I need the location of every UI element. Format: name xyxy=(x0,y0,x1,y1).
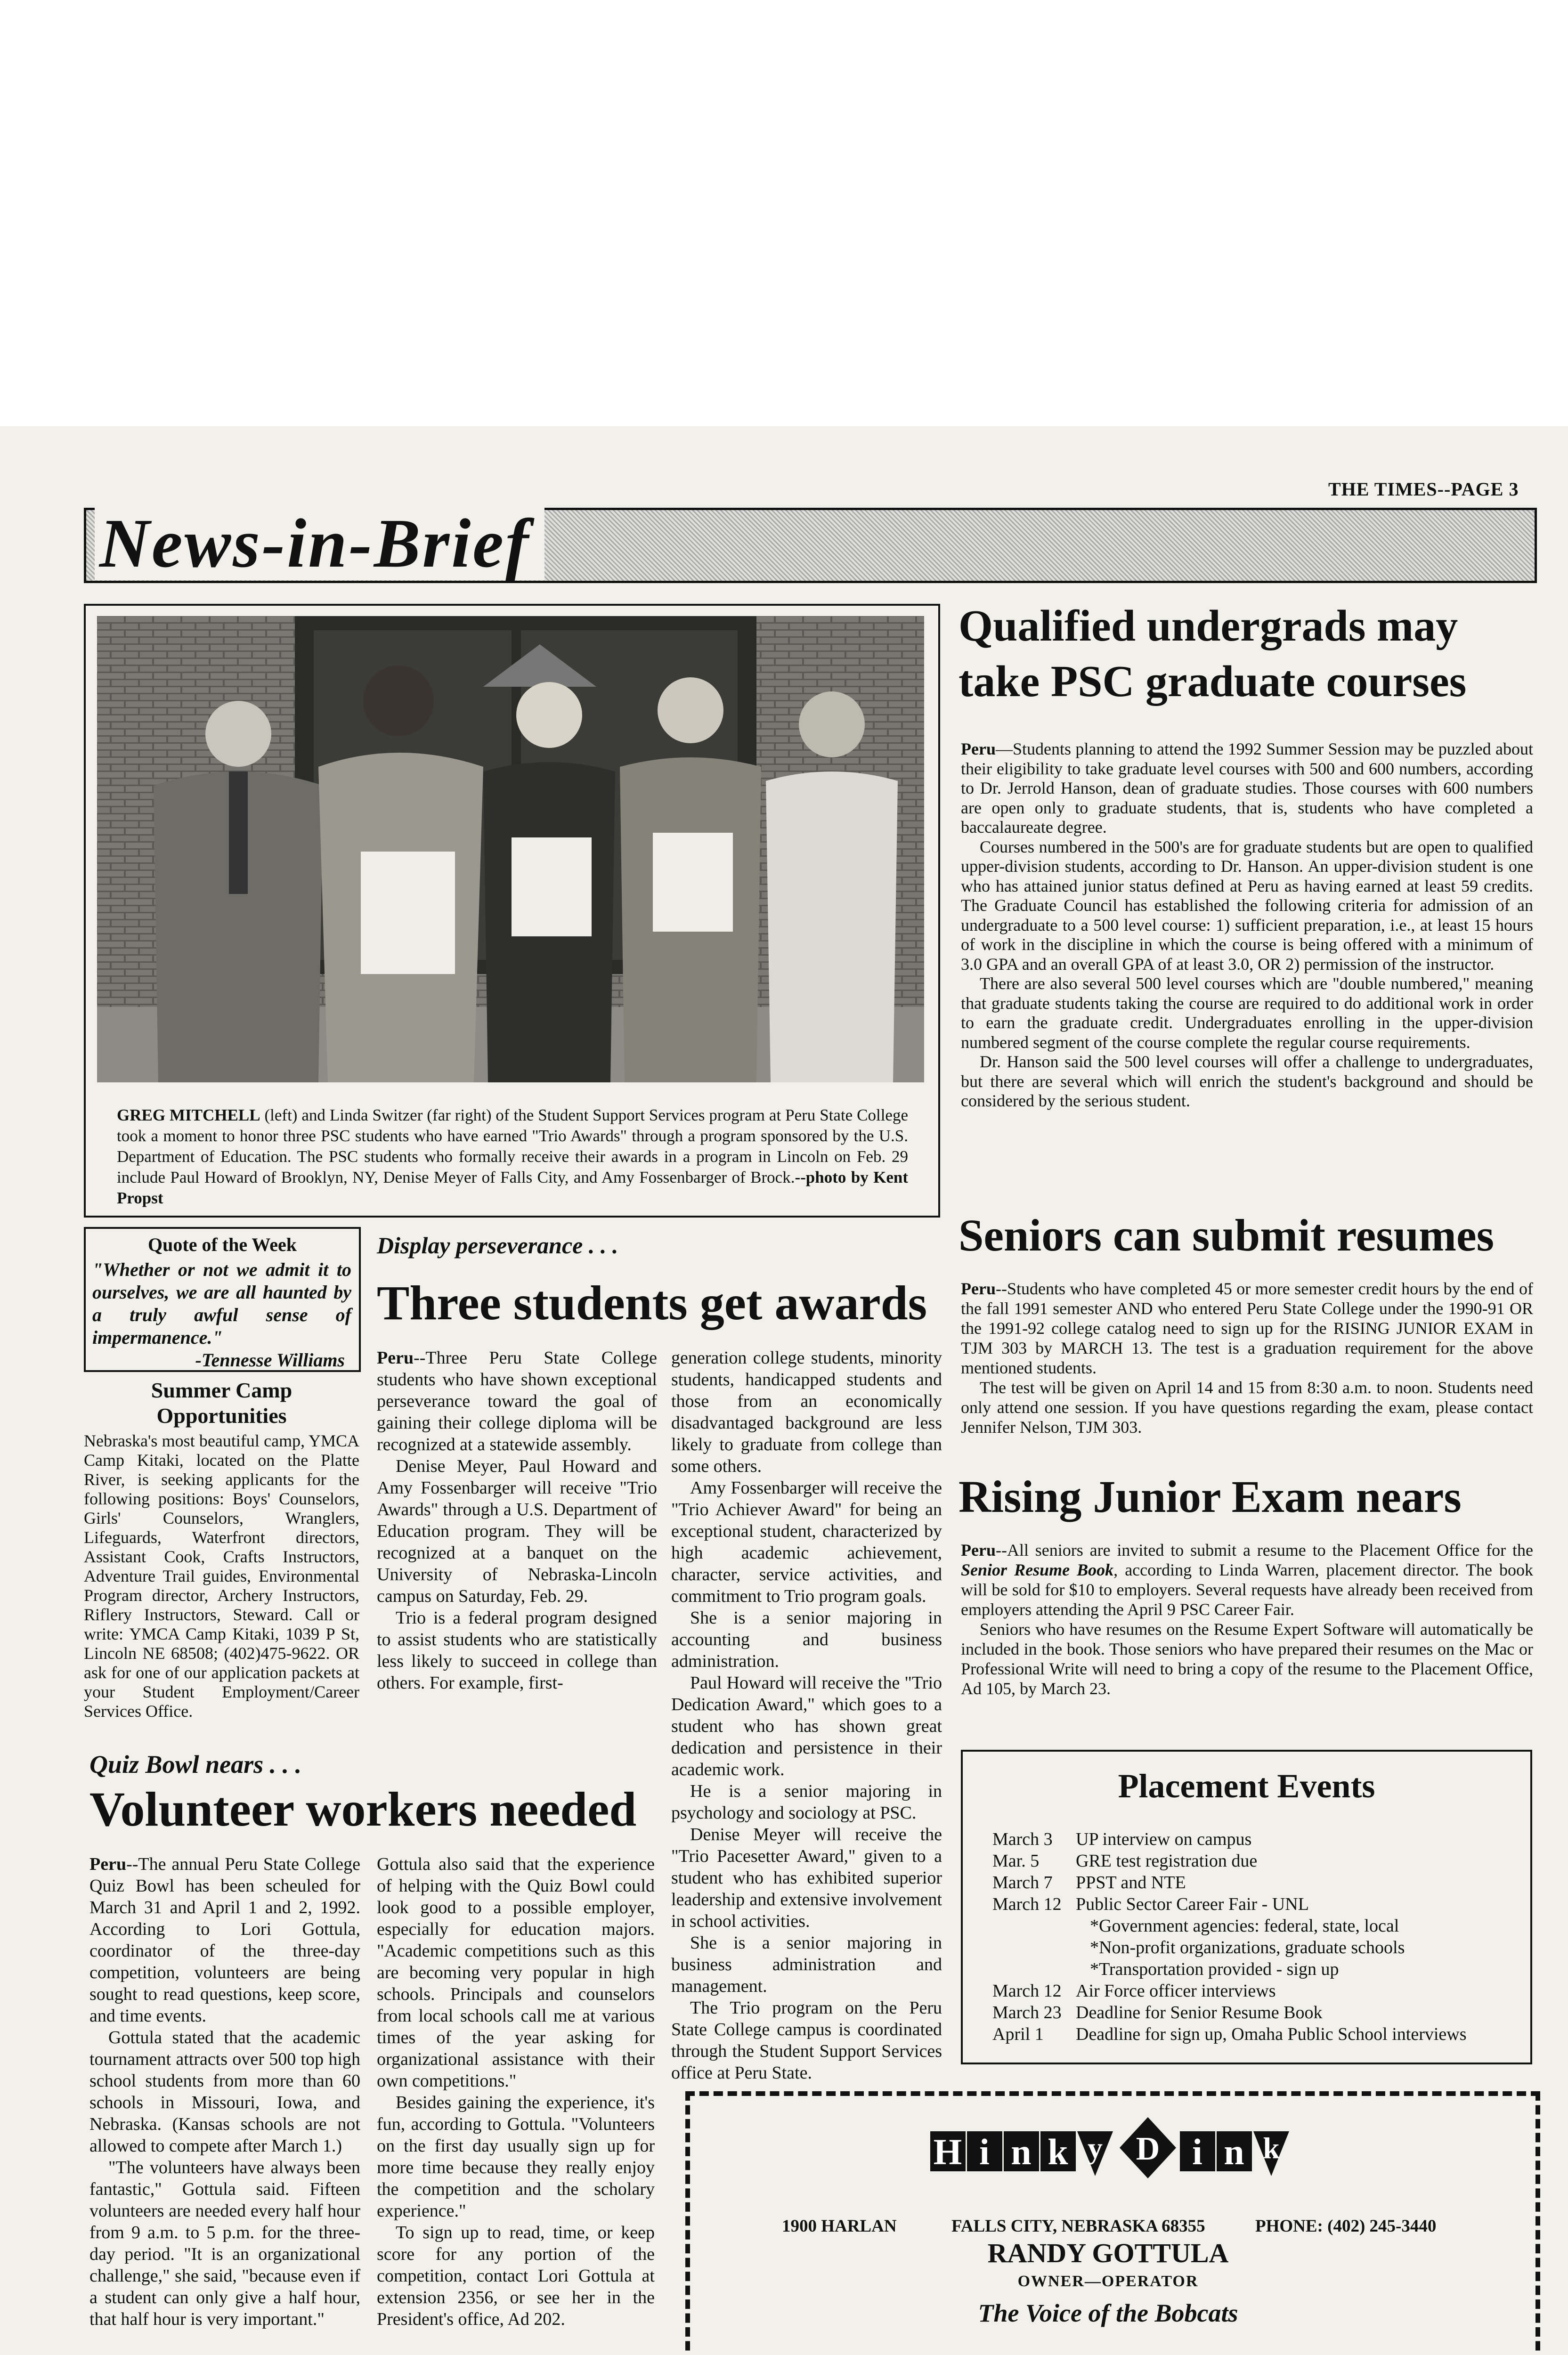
quizbowl-paragraph: Peru--The annual Peru State College Quiz Bowl has been scheuled for March 31 and April 1 and 2, 1992. According to Lori Gottula, coordinator of the three-day competition, volunteers are being sought to read questions, keep score, and time events. xyxy=(89,1854,360,2026)
event-name: *Government agencies: federal, state, local xyxy=(1090,1916,1399,1936)
quote-author: -Tennesse Williams xyxy=(195,1349,345,1371)
awards-paragraph: She is a senior majoring in accounting and business administration. xyxy=(671,1608,942,1671)
quote-title: Quote of the Week xyxy=(148,1234,297,1255)
quizbowl-column-1 xyxy=(89,1853,360,2330)
hinky-dinky-ad xyxy=(685,2091,1540,2355)
resumes-article-body xyxy=(961,1279,1533,1437)
awards-paragraph: Denise Meyer, Paul Howard and Amy Fossenbarger will receive "Trio Awards" through a U.S. Department of Education program. They will be recognized at a banquet on the University of Nebraska-Lincoln campus on Saturday, Feb. 29. xyxy=(377,1456,657,1606)
summer-camp-article xyxy=(84,1378,359,1721)
page-label: THE TIMES--PAGE 3 xyxy=(1328,479,1519,500)
logo-letter: n xyxy=(1011,2131,1032,2172)
awards-headline: Three students get awards xyxy=(377,1276,927,1330)
hinky-dinky-logo xyxy=(930,2115,1298,2185)
junior-exam-headline: Rising Junior Exam nears xyxy=(959,1471,1462,1522)
summer-camp-body: Nebraska's most beautiful camp, YMCA Camp Kitaki, located on the Platte River, is seeking applicants for the following positions: Boys' Counselors, Girls' Counselors, Wranglers, Lifeguards, Waterfront directors, Assistant Cook, Crafts Instructors, Adventure Trail guides, Environmental Program director, Archery Instructors, Riflery Instructors, Steward. Call or write: YMCA Camp Kitaki, 1039 P St, Lincoln NE 68508; (402)475-9622. OR ask for one of our application packets at your Student Employment/Career Services Office. xyxy=(84,1431,359,1721)
event-date: Mar. 5 xyxy=(992,1851,1040,1871)
grad-headline: Qualified undergrads may take PSC graduate courses xyxy=(959,601,1467,706)
grad-article-body xyxy=(961,739,1533,1111)
awards-paragraph: generation college students, minority students, handicapped students and those from an economically disadvantaged background are less likely to graduate from college than some others. xyxy=(671,1348,942,1476)
awards-column-2 xyxy=(671,1347,942,2084)
event-date: March 7 xyxy=(992,1873,1053,1892)
photo-credit: --photo by Kent Propst xyxy=(117,1168,908,1207)
awards-paragraph: Peru--Three Peru State College students who have shown exceptional perseverance toward the goal of gaining their college diploma will be recognized at a statewide assembly. xyxy=(377,1348,657,1454)
awards-paragraph: Trio is a federal program designed to assist students who are statistically less likely to succeed in college than others. For example, first- xyxy=(377,1608,657,1693)
caption-body: (left) and Linda Switzer (far right) of the Student Support Services program at Peru State College took a moment to honor three PSC students who have earned "Trio Awards" through a program sponsored by the U.S. Department of Education. The PSC students who formally receive their awards in a program in Lincoln on Feb. 29 include Paul Howard of Brooklyn, NY, Denise Meyer of Falls City, and Amy Fossenbarger of Brock. xyxy=(117,1106,909,1186)
section-banner xyxy=(84,505,1537,583)
ad-slogan: The Voice of the Bobcats xyxy=(978,2299,1238,2327)
logo-letter: i xyxy=(1192,2131,1202,2172)
quizbowl-headline: Volunteer workers needed xyxy=(89,1782,637,1836)
event-name: *Transportation provided - sign up xyxy=(1090,1959,1339,1979)
grad-paragraph: Dr. Hanson said the 500 level courses will offer a challenge to undergraduates, but there are several which will enrich the student's background and should be considered by the serious student. xyxy=(961,1052,1533,1110)
photo-caption xyxy=(117,1105,908,1209)
event-date: March 23 xyxy=(992,2003,1062,2022)
quote-box xyxy=(84,1227,361,1372)
grad-paragraph: There are also several 500 level courses which are "double numbered," meaning that graduate students taking the course are required to do additional work in order to earn the graduate credit. Undergraduates enrolling in the upper-division numbered segment of the course complete the regular course requirements. xyxy=(961,974,1533,1052)
ad-city: FALLS CITY, NEBRASKA 68355 xyxy=(951,2217,1205,2236)
event-name: PPST and NTE xyxy=(1076,1873,1186,1892)
event-date: March 12 xyxy=(992,1894,1062,1914)
event-name: Deadline for sign up, Omaha Public School interviews xyxy=(1076,2024,1467,2044)
event-name: Public Sector Career Fair - UNL xyxy=(1076,1894,1309,1914)
quizbowl-kicker: Quiz Bowl nears . . . xyxy=(89,1750,302,1778)
event-name: Deadline for Senior Resume Book xyxy=(1076,2003,1323,2022)
quizbowl-paragraph: "The volunteers have always been fantastic," Gottula said. Fifteen volunteers are needed every half hour from 9 a.m. to 5 p.m. for the three-day period. "It is an organizational challenge," she said, "because even if a student can only give a half hour, that half hour is very important." xyxy=(89,2158,360,2329)
quote-text: "Whether or not we admit it to ourselves, we are all haunted by a truly awful sense of impermanence." xyxy=(92,1259,351,1348)
event-name: Air Force officer interviews xyxy=(1076,1981,1276,2001)
quizbowl-paragraph: Besides gaining the experience, it's fun, according to Gottula. "Volunteers on the first day usually sign up for more time because they really enjoy the competition and the scholary experience." xyxy=(377,2093,655,2221)
logo-letter: k xyxy=(1263,2131,1280,2165)
junior-exam-article-body xyxy=(961,1540,1533,1698)
quizbowl-paragraph: To sign up to read, time, or keep score for any portion of the competition, contact Lori Gottula at extension 2356, or see her in the President's office, Ad 202. xyxy=(377,2223,655,2329)
grad-paragraph: Peru—Students planning to attend the 1992 Summer Session may be puzzled about their eligibility to take graduate level courses with 500 and 600 numbers, according to Dr. Jerrold Hanson, dean of graduate studies. Those courses with 600 numbers are open only to graduate students, that is, students who have completed a baccalaureate degree. xyxy=(961,739,1533,836)
awards-paragraph: He is a senior majoring in psychology and sociology at PSC. xyxy=(671,1781,942,1823)
placement-events-box xyxy=(961,1750,1532,2064)
resumes-paragraph: The test will be given on April 14 and 15 from 8:30 a.m. to noon. Students need only attend one session. If you have questions regarding the exam, please contact Jennifer Nelson, TJM 303. xyxy=(961,1378,1533,1437)
logo-letter: y xyxy=(1088,2131,1103,2165)
ad-owner: RANDY GOTTULA xyxy=(987,2238,1229,2268)
awards-paragraph: She is a senior majoring in business administration and management. xyxy=(671,1933,942,1996)
event-name: GRE test registration due xyxy=(1076,1851,1258,1871)
caption-lead: GREG MITCHELL xyxy=(117,1106,260,1124)
photo-feature xyxy=(84,604,940,1218)
event-date: March 3 xyxy=(992,1829,1053,1849)
event-date: March 12 xyxy=(992,1981,1062,2001)
logo-letter: D xyxy=(1136,2131,1160,2167)
quizbowl-paragraph: Gottula also said that the experience of helping with the Quiz Bowl could look good to a possible employer, especially for education majors. "Academic competitions such as this are becoming very popular in high schools. Principals and counselors from local schools call me at various times of the year asking for organizational assistance with their own competitions." xyxy=(377,1854,655,2091)
resumes-paragraph: Peru--Students who have completed 45 or more semester credit hours by the end of the fall 1991 semester AND who entered Peru State College under the 1990-91 OR the 1991-92 college catalog need to sign up for the RISING JUNIOR EXAM in TJM 303 by MARCH 13. The test is a graduation requirement for the above mentioned students. xyxy=(961,1279,1533,1377)
group-photo xyxy=(97,616,924,1082)
resumes-headline: Seniors can submit resumes xyxy=(959,1210,1494,1260)
event-name: UP interview on campus xyxy=(1076,1829,1252,1849)
section-title: News-in-Brief xyxy=(95,507,544,580)
awards-paragraph: Paul Howard will receive the "Trio Dedication Award," which goes to a student who has shown great dedication and persistence in their academic work. xyxy=(671,1673,942,1779)
junior-paragraph: Seniors who have resumes on the Resume Expert Software will automatically be included in the book. Those seniors who have prepared their resumes on the Mac or Professional Write will need to bring a copy of the resume to the Placement Office, Ad 105, by March 23. xyxy=(961,1620,1533,1698)
grad-paragraph: Courses numbered in the 500's are for graduate students but are open to qualified upper-division students, according to Dr. Hanson. An upper-division student is one who has attained junior status defined at Peru as having earned at least 59 credits. The Graduate Council has established the following criteria for admission of an undergraduate to a 500 level course: 1) sufficient preparation, i.e., at least 15 hours of work in the discipline in which the course is being offered with a minimum of 3.0 GPA and an overall GPA of at least 3.0, OR 2) permission of the instructor. xyxy=(961,837,1533,974)
awards-paragraph: Denise Meyer will receive the "Trio Pacesetter Award," given to a student who has exhibited superior leadership and extensive involvement in school activities. xyxy=(671,1825,942,1931)
logo-letter: i xyxy=(979,2131,990,2172)
logo-letter: n xyxy=(1224,2131,1244,2172)
awards-column-1 xyxy=(377,1347,657,1694)
logo-letter: H xyxy=(933,2131,962,2172)
awards-paragraph: The Trio program on the Peru State College campus is coordinated through the Student Support Services office at Peru State. xyxy=(671,1998,942,2083)
ad-phone: PHONE: (402) 245-3440 xyxy=(1255,2217,1437,2236)
placement-title: Placement Events xyxy=(1118,1767,1375,1805)
ad-address: 1900 HARLAN xyxy=(782,2217,897,2236)
quizbowl-paragraph: Gottula stated that the academic tournament attracts over 500 top high school students from more than 60 schools in Missouri, Iowa, and Nebraska. (Kansas schools are not allowed to compete after March 1.) xyxy=(89,2028,360,2156)
logo-letter: k xyxy=(1048,2131,1068,2172)
awards-kicker: Display perseverance . . . xyxy=(377,1232,618,1259)
ad-owner-title: OWNER—OPERATOR xyxy=(1017,2273,1199,2290)
awards-paragraph: Amy Fossenbarger will receive the "Trio Achiever Award" for being an exceptional student, characterized by high academic achievement, character, service activities, and commitment to Trio program goals. xyxy=(671,1478,942,1606)
event-date: April 1 xyxy=(992,2024,1044,2044)
quizbowl-column-2 xyxy=(377,1853,655,2330)
junior-paragraph: Peru--All seniors are invited to submit a resume to the Placement Office for the Senior Resume Book, according to Linda Warren, placement director. The book will be sold for $10 to employers. Several requests have already been received from employers attending the April 9 PSC Career Fair. xyxy=(961,1541,1534,1619)
event-name: *Non-profit organizations, graduate schools xyxy=(1090,1938,1405,1957)
summer-camp-title: Summer Camp Opportunities xyxy=(151,1378,292,1428)
